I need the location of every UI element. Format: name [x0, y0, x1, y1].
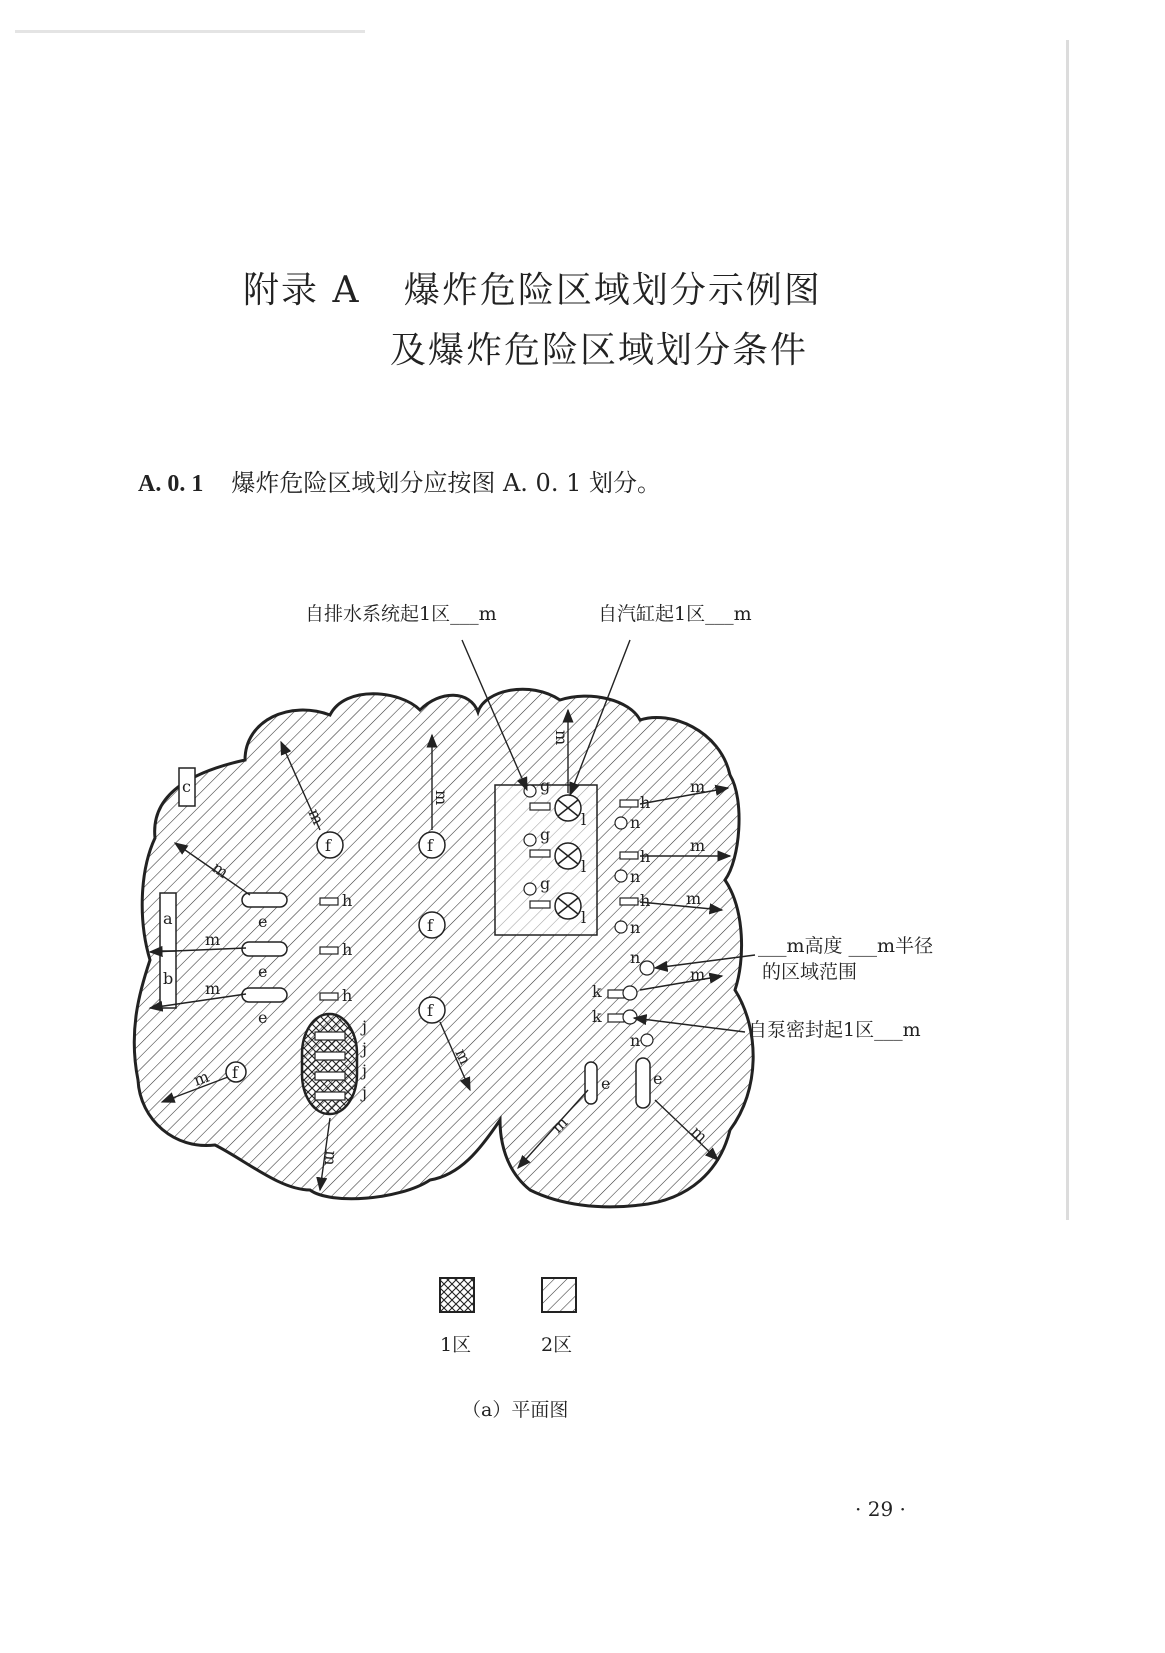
- svg-text:e: e: [653, 1069, 663, 1088]
- figure-caption: （a）平面图: [462, 1399, 569, 1421]
- svg-text:e: e: [258, 962, 268, 981]
- svg-text:h: h: [342, 891, 353, 910]
- svg-text:c: c: [182, 777, 191, 796]
- svg-text:j: j: [362, 1039, 367, 1058]
- svg-text:n: n: [630, 813, 641, 832]
- svg-text:e: e: [258, 1008, 268, 1027]
- svg-text:f: f: [427, 916, 433, 935]
- svg-text:m: m: [690, 965, 706, 984]
- appendix-title-text1: 爆炸危险区域划分示例图: [403, 270, 822, 311]
- svg-text:k: k: [592, 982, 602, 1001]
- svg-text:h: h: [640, 793, 651, 812]
- svg-text:e: e: [601, 1074, 611, 1093]
- svg-text:n: n: [630, 1031, 641, 1050]
- svg-text:n: n: [630, 948, 641, 967]
- svg-text:l: l: [581, 908, 587, 927]
- svg-text:j: j: [362, 1061, 367, 1080]
- svg-text:m: m: [320, 1149, 341, 1167]
- legend-swatch-zone1: [440, 1278, 474, 1312]
- svg-text:m: m: [304, 805, 329, 828]
- svg-text:f: f: [325, 836, 331, 855]
- svg-text:m: m: [205, 930, 221, 949]
- appendix-title-line2: 及爆炸危险区域划分条件: [390, 330, 809, 371]
- svg-text:h: h: [342, 986, 353, 1005]
- svg-text:a: a: [163, 909, 173, 928]
- callout-height-radius-1: ___m高度 ___m半径: [758, 935, 934, 957]
- svg-text:m: m: [690, 777, 706, 796]
- svg-text:f: f: [427, 1001, 433, 1020]
- svg-text:m: m: [432, 790, 451, 806]
- svg-text:f: f: [427, 836, 433, 855]
- appendix-prefix: 附录 A: [243, 270, 361, 311]
- zone2-area: [134, 689, 753, 1207]
- svg-text:l: l: [581, 857, 587, 876]
- legend-label-zone1: 1区: [440, 1334, 472, 1356]
- svg-text:j: j: [362, 1017, 367, 1036]
- svg-text:g: g: [540, 874, 551, 893]
- svg-text:m: m: [687, 1122, 712, 1147]
- clause-number: A. 0. 1: [138, 471, 204, 497]
- callout-drain: 自排水系统起1区___m: [305, 603, 497, 625]
- svg-text:e: e: [258, 912, 268, 931]
- callout-height-radius-2: 的区域范围: [762, 961, 858, 983]
- svg-text:m: m: [208, 857, 233, 882]
- svg-text:f: f: [232, 1063, 238, 1082]
- svg-text:m: m: [552, 730, 571, 746]
- legend-label-zone2: 2区: [541, 1334, 573, 1356]
- callout-tank: 自汽缸起1区___m: [598, 603, 752, 625]
- svg-text:m: m: [686, 889, 702, 908]
- page-number: · 29 ·: [855, 1497, 906, 1521]
- svg-text:h: h: [640, 891, 651, 910]
- svg-text:m: m: [451, 1045, 476, 1068]
- svg-text:h: h: [342, 940, 353, 959]
- svg-text:n: n: [630, 918, 641, 937]
- svg-text:m: m: [205, 979, 221, 998]
- svg-text:j: j: [362, 1083, 367, 1102]
- svg-text:g: g: [540, 776, 551, 795]
- svg-text:l: l: [581, 810, 587, 829]
- svg-text:m: m: [190, 1066, 212, 1090]
- svg-text:m: m: [690, 836, 706, 855]
- svg-text:b: b: [163, 969, 174, 988]
- svg-text:m: m: [547, 1112, 572, 1137]
- svg-text:k: k: [592, 1007, 602, 1026]
- clause-text: 爆炸危险区域划分应按图 A. 0. 1 划分。: [231, 469, 661, 497]
- svg-text:g: g: [540, 825, 551, 844]
- callout-pump: 自泵密封起1区___m: [748, 1019, 921, 1041]
- legend-swatch-zone2: [542, 1278, 576, 1312]
- svg-text:n: n: [630, 867, 641, 886]
- svg-text:h: h: [640, 847, 651, 866]
